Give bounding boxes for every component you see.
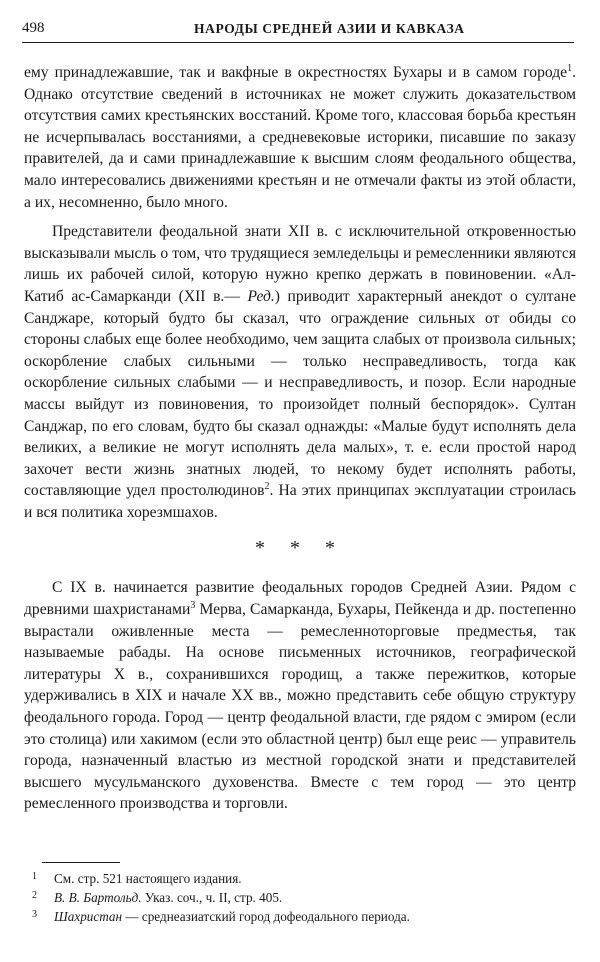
section-divider: * * * <box>255 537 345 560</box>
footnote-2: 2 В. В. Бартольд. Указ. соч., ч. II, стр. 405. <box>32 890 283 905</box>
footnote-ref-1: 1 <box>567 62 573 74</box>
footnote-ref-3: 3 <box>190 599 196 611</box>
editor-note: Ред. <box>247 287 275 305</box>
footnote-1: 1 См. стр. 521 настоящего издания. <box>32 871 242 886</box>
page-number: 498 <box>22 20 45 36</box>
paragraph-1: ему принадлежавшие, так и вакфные в окрестностях Бухары и в самом городе$^1$. Однако отсутствие сведений в источниках не может служить доказательством отсутствия самих крестьянских восстаний. Кроме того, классовая борьба крестьян не исчерпывалась восстаниями, а средневековые историки, писавшие по заказу правителей, да и сами принадлежавшие к высшим слоям феодального общества, мало интересовались движениями крестьян и не отмечали факты из этой области, а их, несомненно, было много. <box>24 62 576 211</box>
main-text <box>24 62 576 815</box>
footnote-term: Шахристан <box>54 909 123 924</box>
footnotes <box>24 862 576 926</box>
page-header <box>22 14 574 43</box>
running-title: НАРОДЫ СРЕДНЕЙ АЗИИ И КАВКАЗА <box>194 21 465 36</box>
footnote-3: 3 Шахристан — среднеазиатский город дофеодального периода. <box>32 909 410 924</box>
footnote-rule <box>42 862 120 863</box>
footnote-author: В. В. Бартольд. <box>54 890 142 905</box>
paragraph-2: Представители феодальной знати XII в. с исключительной откровенностью высказывали мысль о том, что трудящиеся земледельцы и ремесленники являются лишь их рабочей силой, которую нужно крепко держать в повиновении. «Ал-Катиб ас-Самарканди (XII в.— Ред.) приводит характерный анекдот о султане Санджаре, который будто бы сказал, что ограждение сильных от обиды со стороны слабых еще более необходимо, чем защита слабых от произвола сильных; оскорбление слабых сильными — только несправедливость, тогда как оскорбление сильных слабыми — и несправедливость, и позор. Если народные массы выйдут из повиновения, то произойдет полный беспорядок». Султан Санджар, по его словам, будто бы сказал однажды: «Малые будут исполнять дела великих, а великие не могут исполнять дела малых», т. е. если простой народ захочет вести жизнь знатных людей, то некому будет исполнять работы, составляющие удел простолюдинов$^2$. На этих принципах эксплуатации строилась и вся политика хорезмшахов. <box>24 223 576 521</box>
paragraph-3: С IX в. начинается развитие феодальных городов Средней Азии. Рядом с древними шахристанами$^3$ Мерва, Самарканда, Бухары, Пейкенда и др. постепенно вырастали оживленные места — ремесленноторговые предместья, так называемые рабады. На основе письменных источников, географической литературы X в., сохранившихся городищ, а также пережитков, которые удерживались в XIX и начале XX вв., можно представить себе общую структуру феодального города. Город — центр феодальной власти, где рядом с эмиром (если это столица) или хакимом (если это областной центр) был еще реис — управитель города, назначенный властью из местной городской знати и представителей высшего мусульманского духовенства. Вместе с тем город — это центр ремесленного производства и торговли. <box>24 579 576 813</box>
footnote-ref-2: 2 <box>264 481 270 493</box>
